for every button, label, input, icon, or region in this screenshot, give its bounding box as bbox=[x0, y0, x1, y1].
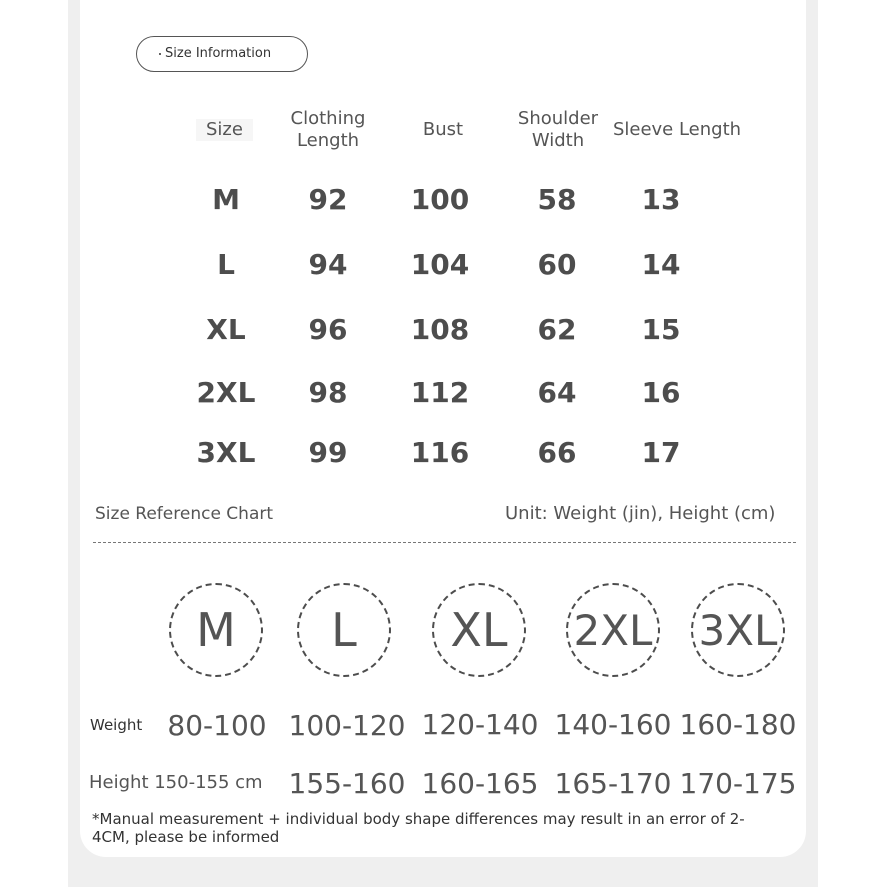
size-circle-xl: XL bbox=[432, 583, 526, 677]
size-circle-3xl: 3XL bbox=[691, 583, 785, 677]
table-cell: 14 bbox=[641, 248, 681, 281]
unit-label: Unit: Weight (jin), Height (cm) bbox=[505, 503, 776, 524]
size-information-label: Size Information bbox=[165, 46, 272, 61]
table-cell: 116 bbox=[410, 436, 470, 469]
header-shoulder-width: Shoulder Width bbox=[517, 108, 599, 151]
table-cell: 60 bbox=[537, 248, 577, 281]
size-circle-m: M bbox=[169, 583, 263, 677]
dashed-divider bbox=[93, 542, 796, 543]
weight-label: Weight bbox=[90, 716, 143, 734]
table-cell: L bbox=[217, 248, 235, 281]
height-value: 170-175 bbox=[679, 767, 797, 800]
table-cell: 3XL bbox=[196, 436, 256, 469]
table-cell: 64 bbox=[537, 376, 577, 409]
table-cell: 94 bbox=[308, 248, 348, 281]
table-cell: 92 bbox=[308, 183, 348, 216]
table-cell: M bbox=[212, 183, 240, 216]
table-cell: 96 bbox=[308, 313, 348, 346]
bullet-dot-icon bbox=[159, 53, 161, 55]
table-cell: 13 bbox=[641, 183, 681, 216]
size-circle-2xl: 2XL bbox=[566, 583, 660, 677]
table-cell: 62 bbox=[537, 313, 577, 346]
table-cell: 104 bbox=[410, 248, 470, 281]
header-bust: Bust bbox=[422, 119, 464, 140]
height-value: 155-160 bbox=[288, 767, 406, 800]
table-cell: 15 bbox=[641, 313, 681, 346]
height-label: Height 150-155 cm bbox=[89, 772, 263, 793]
weight-value: 160-180 bbox=[679, 708, 797, 741]
weight-value: 120-140 bbox=[421, 708, 539, 741]
weight-value: 140-160 bbox=[554, 708, 672, 741]
height-value: 160-165 bbox=[421, 767, 539, 800]
table-cell: 112 bbox=[410, 376, 470, 409]
table-cell: 58 bbox=[537, 183, 577, 216]
height-value: 165-170 bbox=[554, 767, 672, 800]
measurement-note: *Manual measurement + individual body shape differences may result in an error of 2-4CM, please be informed bbox=[92, 810, 745, 846]
table-cell: 98 bbox=[308, 376, 348, 409]
table-cell: 66 bbox=[537, 436, 577, 469]
table-cell: 100 bbox=[410, 183, 470, 216]
table-cell: 108 bbox=[410, 313, 470, 346]
size-circle-l: L bbox=[297, 583, 391, 677]
size-reference-title: Size Reference Chart bbox=[95, 504, 274, 524]
weight-value: 80-100 bbox=[167, 709, 267, 742]
header-sleeve-length: Sleeve Length bbox=[612, 119, 742, 140]
weight-value: 100-120 bbox=[288, 709, 406, 742]
header-size: Size bbox=[196, 119, 253, 141]
table-cell: 16 bbox=[641, 376, 681, 409]
table-cell: XL bbox=[206, 313, 246, 346]
header-clothing-length: Clothing Length bbox=[290, 108, 366, 151]
size-information-tag bbox=[136, 36, 308, 72]
table-cell: 99 bbox=[308, 436, 348, 469]
table-cell: 2XL bbox=[196, 376, 256, 409]
table-cell: 17 bbox=[641, 436, 681, 469]
